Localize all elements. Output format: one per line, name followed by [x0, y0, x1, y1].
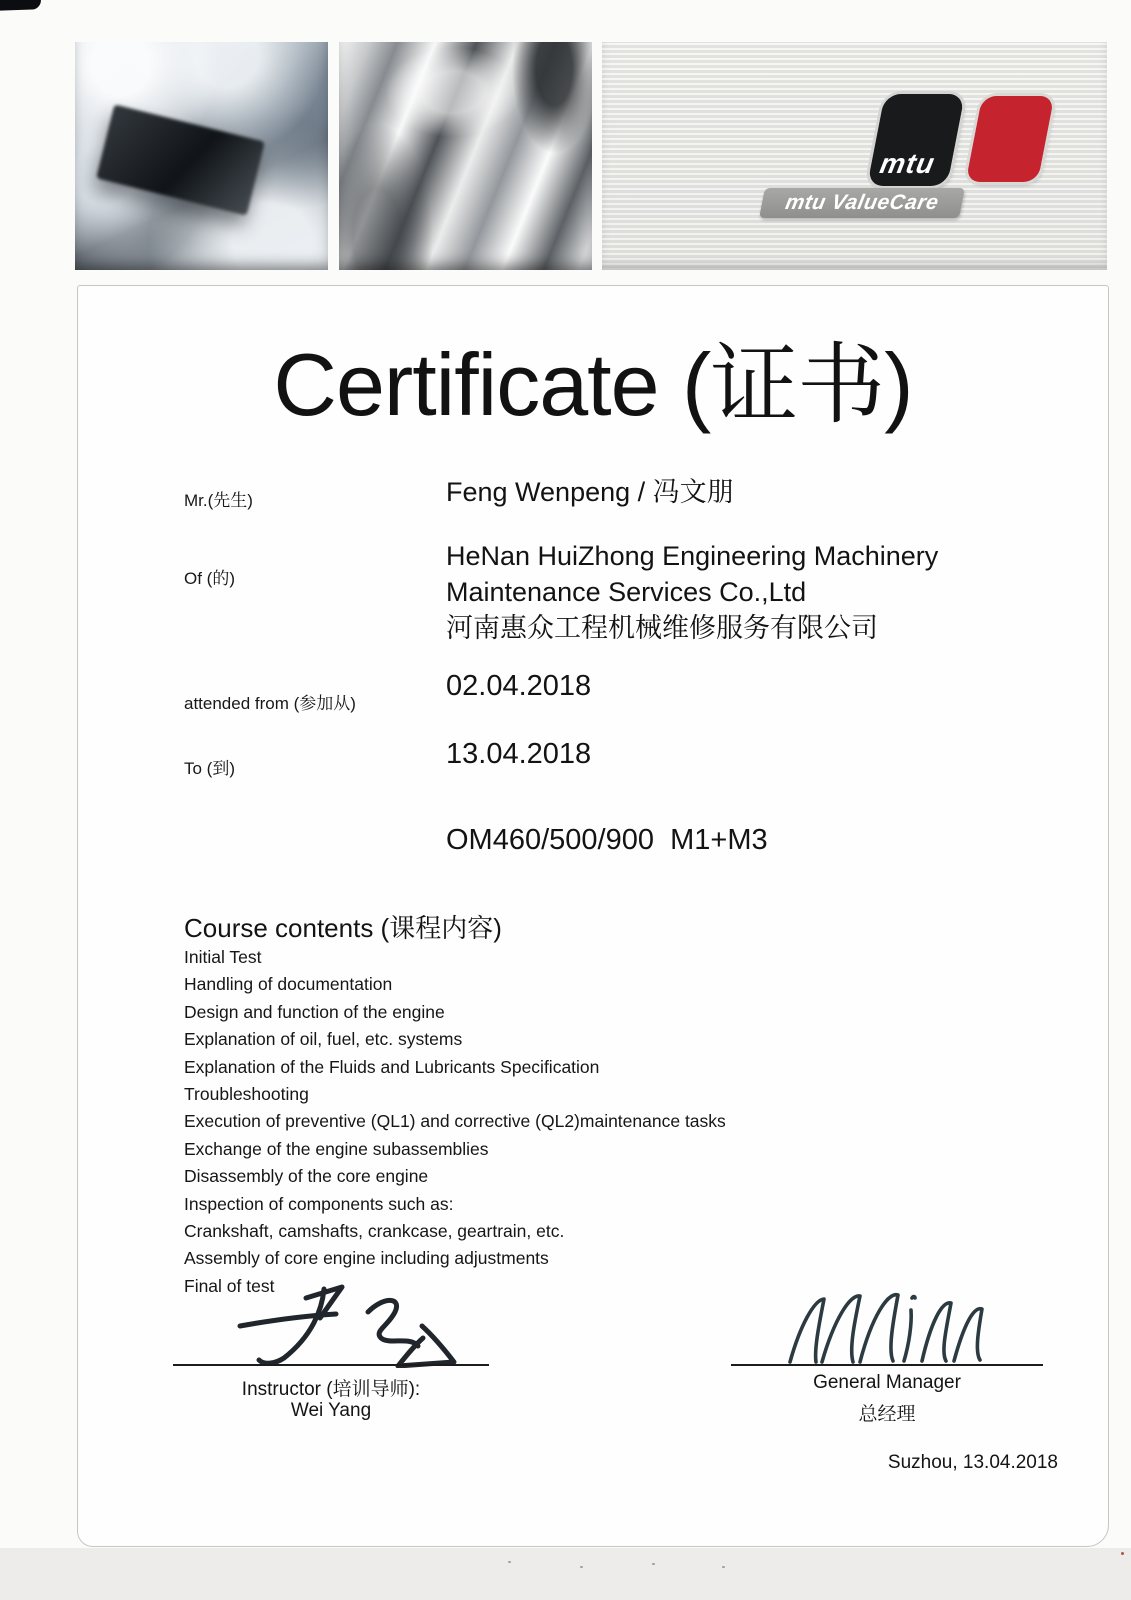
to-value: 13.04.2018 — [446, 738, 592, 770]
course-contents-heading: Course contents (课程内容) — [184, 913, 502, 943]
course-item: Exchange of the engine subassemblies — [184, 1138, 489, 1159]
scan-artifact-mark — [0, 0, 41, 11]
course-item: Design and function of the engine — [184, 1001, 445, 1022]
mr-value: Feng Wenpeng / 冯文朋 — [446, 477, 734, 507]
bottom-scan-strip — [0, 1548, 1131, 1600]
course-item: Assembly of core engine including adjustments — [184, 1248, 549, 1269]
photo-engine — [339, 42, 592, 270]
attended-from-value: 02.04.2018 — [446, 670, 592, 702]
certificate-card — [77, 285, 1109, 1547]
photo-circuit-board — [75, 42, 328, 270]
mtu-logo-red-icon — [966, 96, 1055, 182]
manager-role-chinese: 总经理 — [858, 1404, 916, 1425]
scan-speck — [580, 1566, 583, 1568]
of-value — [446, 538, 938, 646]
scan-speck-red — [1121, 1552, 1124, 1555]
course-contents-list — [184, 944, 726, 1300]
course-item: Disassembly of the core engine — [184, 1166, 429, 1187]
scan-speck — [652, 1563, 655, 1565]
brand-panel — [602, 42, 1107, 270]
manager-role: General Manager — [813, 1372, 961, 1393]
manager-signature — [766, 1286, 1046, 1368]
scan-speck — [722, 1566, 725, 1568]
course-item: Final of test — [184, 1275, 275, 1296]
company-name-line1: HeNan HuiZhong Engineering Machinery — [446, 541, 939, 571]
instructor-signature — [226, 1284, 496, 1368]
of-label: Of (的) — [184, 569, 235, 588]
course-item: Troubleshooting — [184, 1084, 309, 1105]
course-item: Explanation of the Fluids and Lubricants Specification — [184, 1056, 600, 1077]
course-item: Handling of documentation — [184, 974, 393, 995]
mtu-logo-black-icon — [867, 94, 965, 186]
instructor-signature-line — [173, 1364, 489, 1366]
instructor-role: Instructor (培训导师): — [241, 1379, 421, 1400]
course-item: Initial Test — [184, 947, 262, 967]
course-item: Inspection of components such as: — [184, 1193, 454, 1214]
mtu-logo-text: mtu — [877, 148, 938, 179]
course-item: Explanation of oil, fuel, etc. systems — [184, 1029, 463, 1050]
company-name-chinese: 河南惠众工程机械维修服务有限公司 — [446, 613, 878, 643]
attended-from-label: attended from (参加从) — [184, 694, 356, 713]
mr-label: Mr.(先生) — [184, 491, 253, 510]
instructor-name: Wei Yang — [290, 1400, 372, 1421]
course-item: Crankshaft, camshafts, crankcase, geartrain, etc. — [184, 1221, 565, 1242]
mtu-valuecare-badge: mtu ValueCare — [759, 188, 965, 218]
to-label: To (到) — [184, 759, 235, 778]
manager-signature-line — [731, 1364, 1043, 1366]
company-name-line2: Maintenance Services Co.,Ltd — [446, 577, 807, 607]
certificate-title: Certificate (证书) — [273, 335, 913, 434]
scan-speck — [508, 1561, 511, 1563]
course-code: OM460/500/900 M1+M3 — [446, 824, 768, 856]
course-item: Execution of preventive (QL1) and corrective (QL2)maintenance tasks — [184, 1111, 726, 1132]
place-date: Suzhou, 13.04.2018 — [887, 1452, 1058, 1473]
